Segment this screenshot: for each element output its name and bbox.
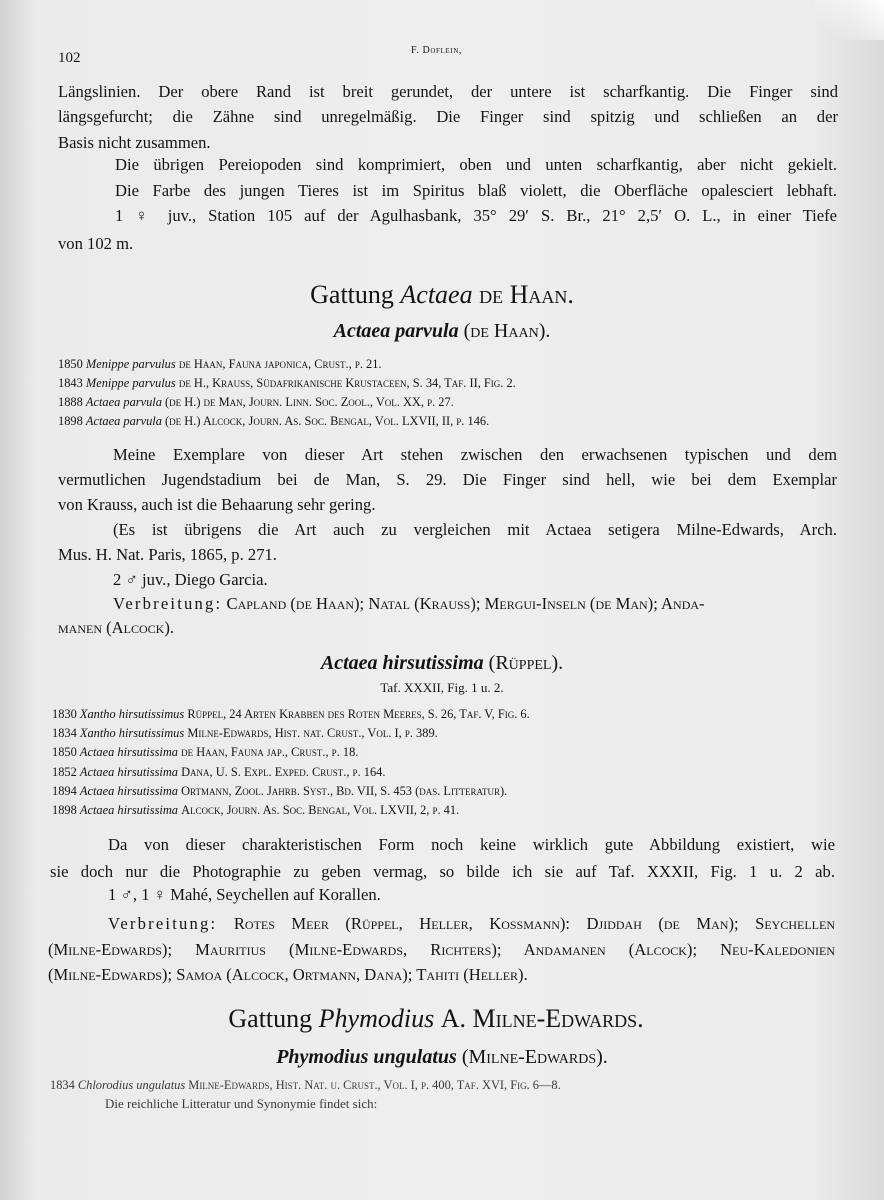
genus-heading-actaea: Gattung Actaea de Haan. (310, 280, 574, 309)
verbreitung-parvula-line-2: manen (Alcock). (58, 618, 175, 637)
cont-line-2: längsgefurcht; die Zähne sind unregelmäßig. Die Finger sind spitzig und schließen an der (58, 107, 838, 126)
citation-row: 1898 Actaea parvula (de H.) Alcock, Journ. As. Soc. Bengal, Vol. LXVII, II, p. 146. (58, 414, 490, 428)
cont-line-1: Längslinien. Der obere Rand ist breit gerundet, der untere ist scharfkantig. Die Finger sind (58, 82, 838, 101)
cont-line-4: Die übrigen Pereiopoden sind komprimiert, oben und unten scharfkantig, aber nicht gekielt. (115, 155, 837, 174)
page-corner-glare (814, 0, 884, 40)
plate-reference: Taf. XXXII, Fig. 1 u. 2. (380, 680, 504, 695)
running-head: F. Doflein, (411, 45, 462, 56)
verbreitung-hirsutissima-line-3: (Milne-Edwards); Samoa (Alcock, Ortmann, Dana); Tahiti (Heller). (48, 965, 528, 984)
citation-row: 1834 Xantho hirsutissimus Milne-Edwards, Hist. nat. Crust., Vol. I, p. 389. (52, 726, 438, 740)
citation-row: 1852 Actaea hirsutissima Dana, U. S. Expl. Exped. Crust., p. 164. (52, 765, 386, 779)
body2-line-3: 1 ♂, 1 ♀ Mahé, Seychellen auf Korallen. (108, 885, 381, 904)
body2-line-2: sie doch nur die Photographie zu geben vermag, so bilde ich sie auf Taf. XXXII, Fig. 1 u. 2 ab. (50, 862, 835, 881)
body1-line-3: von Krauss, auch ist die Behaarung sehr gering. (58, 495, 376, 514)
genus-heading-phymodius: Gattung Phymodius A. Milne-Edwards. (228, 1004, 644, 1033)
body1-line-2: vermutlichen Jugendstadium bei de Man, S. 29. Die Finger sind hell, wie bei dem Exemplar (58, 470, 837, 489)
cont-line-3: Basis nicht zusammen. (58, 133, 211, 152)
body2-line-1: Da von dieser charakteristischen Form noch keine wirklich gute Abbildung existiert, wie (108, 835, 835, 854)
verbreitung-hirsutissima-line-2: (Milne-Edwards); Mauritius (Milne-Edwards, Richters); Andamanen (Alcock); Neu-Kaledonien (48, 940, 835, 959)
body1-line-1: Meine Exemplare von dieser Art stehen zwischen den erwachsenen typischen und dem (113, 445, 837, 464)
citation-row: 1894 Actaea hirsutissima Ortmann, Zool. Jahrb. Syst., Bd. VII, S. 453 (das. Litteratur). (52, 784, 508, 798)
citation-row: 1843 Menippe parvulus de H., Krauss, Südafrikanische Krustaceen, S. 34, Taf. II, Fig. 2. (58, 376, 516, 390)
final-line: Die reichliche Litteratur und Synonymie findet sich: (105, 1096, 378, 1111)
species-heading-ungulatus: Phymodius ungulatus (Milne-Edwards). (276, 1046, 608, 1068)
cont-line-5: Die Farbe des jungen Tieres ist im Spiritus blaß violett, die Oberfläche opalesciert lebhaft. (115, 181, 837, 200)
citation-row: 1898 Actaea hirsutissima Alcock, Journ. As. Soc. Bengal, Vol. LXVII, 2, p. 41. (52, 803, 460, 817)
verbreitung-parvula-line-1: Verbreitung: Capland (de Haan); Natal (Krauss); Mergui-Inseln (de Man); Anda- (113, 594, 705, 613)
species-heading-parvula: Actaea parvula (de Haan). (333, 320, 551, 342)
body1-line-5: Mus. H. Nat. Paris, 1865, p. 271. (58, 545, 277, 564)
species-heading-hirsutissima: Actaea hirsutissima (Rüppel). (320, 652, 564, 674)
citation-row: 1834 Chlorodius ungulatus Milne-Edwards, Hist. Nat. u. Crust., Vol. I, p. 400, Taf. XVI, Fig. 6—8. (50, 1078, 561, 1092)
verbreitung-hirsutissima-line-1: Verbreitung: Rotes Meer (Rüppel, Heller, Kossmann): Djiddah (de Man); Seychellen (108, 914, 835, 933)
citation-row: 1830 Xantho hirsutissimus Rüppel, 24 Arten Krabben des Roten Meeres, S. 26, Taf. V, Fig. 6. (52, 707, 530, 721)
page-number: 102 (58, 50, 81, 66)
cont-line-7: von 102 m. (58, 234, 134, 253)
citation-row: 1888 Actaea parvula (de H.) de Man, Journ. Linn. Soc. Zool., Vol. XX, p. 27. (58, 395, 454, 409)
citation-row: 1850 Menippe parvulus de Haan, Fauna japonica, Crust., p. 21. (58, 357, 382, 371)
citation-row: 1850 Actaea hirsutissima de Haan, Fauna jap., Crust., p. 18. (52, 745, 359, 759)
body1-line-4: (Es ist übrigens die Art auch zu vergleichen mit Actaea setigera Milne-Edwards, Arch. (113, 520, 837, 539)
cont-line-6: 1 ♀ juv., Station 105 auf der Agulhasbank, 35° 29′ S. Br., 21° 2,5′ O. L., in einer Tiefe (115, 206, 837, 225)
body1-line-6: 2 ♂ juv., Diego Garcia. (113, 570, 268, 589)
